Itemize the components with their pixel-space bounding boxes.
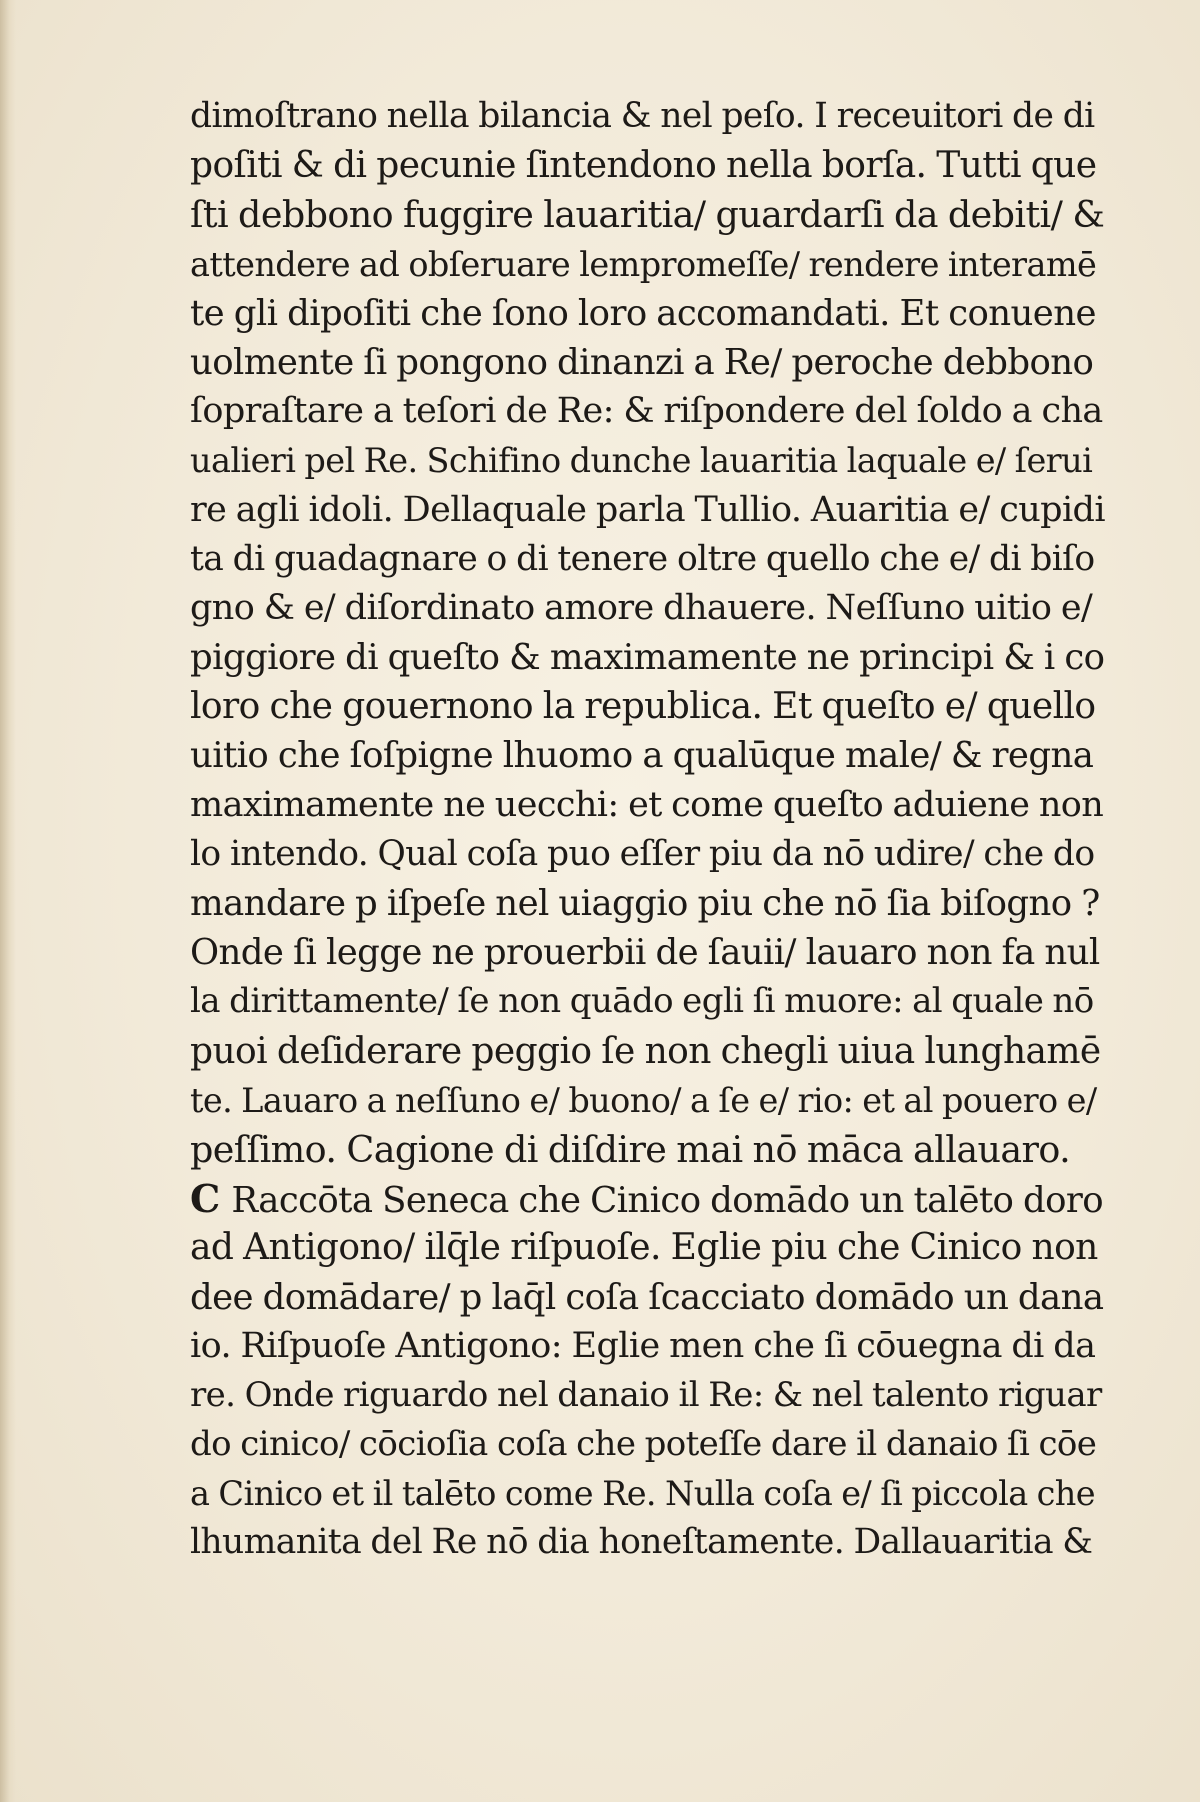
text-line: uolmente ſi pongono dinanzi a Re/ peroche debbono [190,341,1094,383]
text-line: mandare p iſpeſe nel uiaggio piu che nō ſia biſogno ? [190,883,1100,924]
text-line-content: Raccōta Seneca che Cinico domādo un talēto doro [221,1180,1104,1222]
text-line: peſſimo. Cagione di diſdire mai nō māca allauaro. [190,1127,1071,1171]
text-line: re agli idoli. Dellaquale parla Tullio. Auaritia e/ cupidi [190,489,1105,530]
text-line: io. Riſpuoſe Antigono: Eglie men che ſi cōuegna di da [190,1325,1096,1366]
text-line: a Cinico et il talēto come Re. Nulla coſa e/ ſi piccola che [190,1474,1095,1514]
text-line: gno & e/ diſordinato amore dhauere. Neſſuno uitio e/ [190,587,1093,628]
text-line: lo intendo. Qual coſa puo eſſer piu da nō udire/ che do [190,833,1095,874]
text-line: la dirittamente/ ſe non quādo egli ſi muore: al quale nō [190,981,1094,1022]
page-gutter-shadow [0,0,16,1802]
text-line: lhumanita del Re nō dia honeſtamente. Dallauaritia & [190,1522,1093,1563]
text-block [190,92,1105,1568]
text-line: ſopraſtare a teſori de Re: & riſpondere del ſoldo a cha [190,391,1103,432]
text-line: dimoſtrano nella bilancia & nel peſo. I receuitori de di [190,96,1095,136]
text-line: uitio che ſoſpigne lhuomo a qualūque male/ & regna [190,735,1094,777]
text-line: te. Lauaro a neſſuno e/ buono/ a ſe e/ rio: et al pouero e/ [190,1080,1097,1120]
text-line: te gli dipoſiti che ſono loro accomandati. Et conuene [190,292,1096,334]
text-line: ſti debbono fuggire lauaritia/ guardarſi da debiti/ & [190,193,1105,237]
text-line: maximamente ne uecchi: et come queſto aduiene non [190,784,1104,825]
text-line: ta di guadagnare o di tenere oltre quello che e/ di biſo [190,538,1095,579]
text-line: puoi deſiderare peggio ſe non chegli uiua lunghamē [190,1030,1101,1072]
paragraph-start-line [190,1174,1105,1223]
text-line: do cinico/ cōcioſia coſa che poteſſe dare il danaio ſi cōe [190,1424,1097,1465]
text-line: Onde ſi legge ne prouerbii de ſauii/ lauaro non fa nul [190,932,1100,974]
text-line: ad Antigono/ ilq̄le riſpuoſe. Eglie piu che Cinico non [190,1227,1098,1269]
text-line: ualieri pel Re. Schifino dunche lauaritia laquale e/ ſerui [190,441,1093,481]
text-line: piggiore di queſto & maximamente ne principi & i co [190,637,1105,679]
text-line: re. Onde riguardo nel danaio il Re: & nel talento riguar [190,1374,1102,1415]
text-line: poſiti & di pecunie ſintendono nella borſa. Tutti que [190,145,1097,187]
text-line: dee domādare/ p laq̄l coſa ſcacciato domādo un dana [190,1276,1104,1318]
text-line: attendere ad obſeruare lempromeſſe/ rendere interamē [190,244,1097,284]
text-line: loro che gouernono la republica. Et queſto e/ quello [190,686,1096,728]
paragraph-initial: C [190,1176,220,1222]
